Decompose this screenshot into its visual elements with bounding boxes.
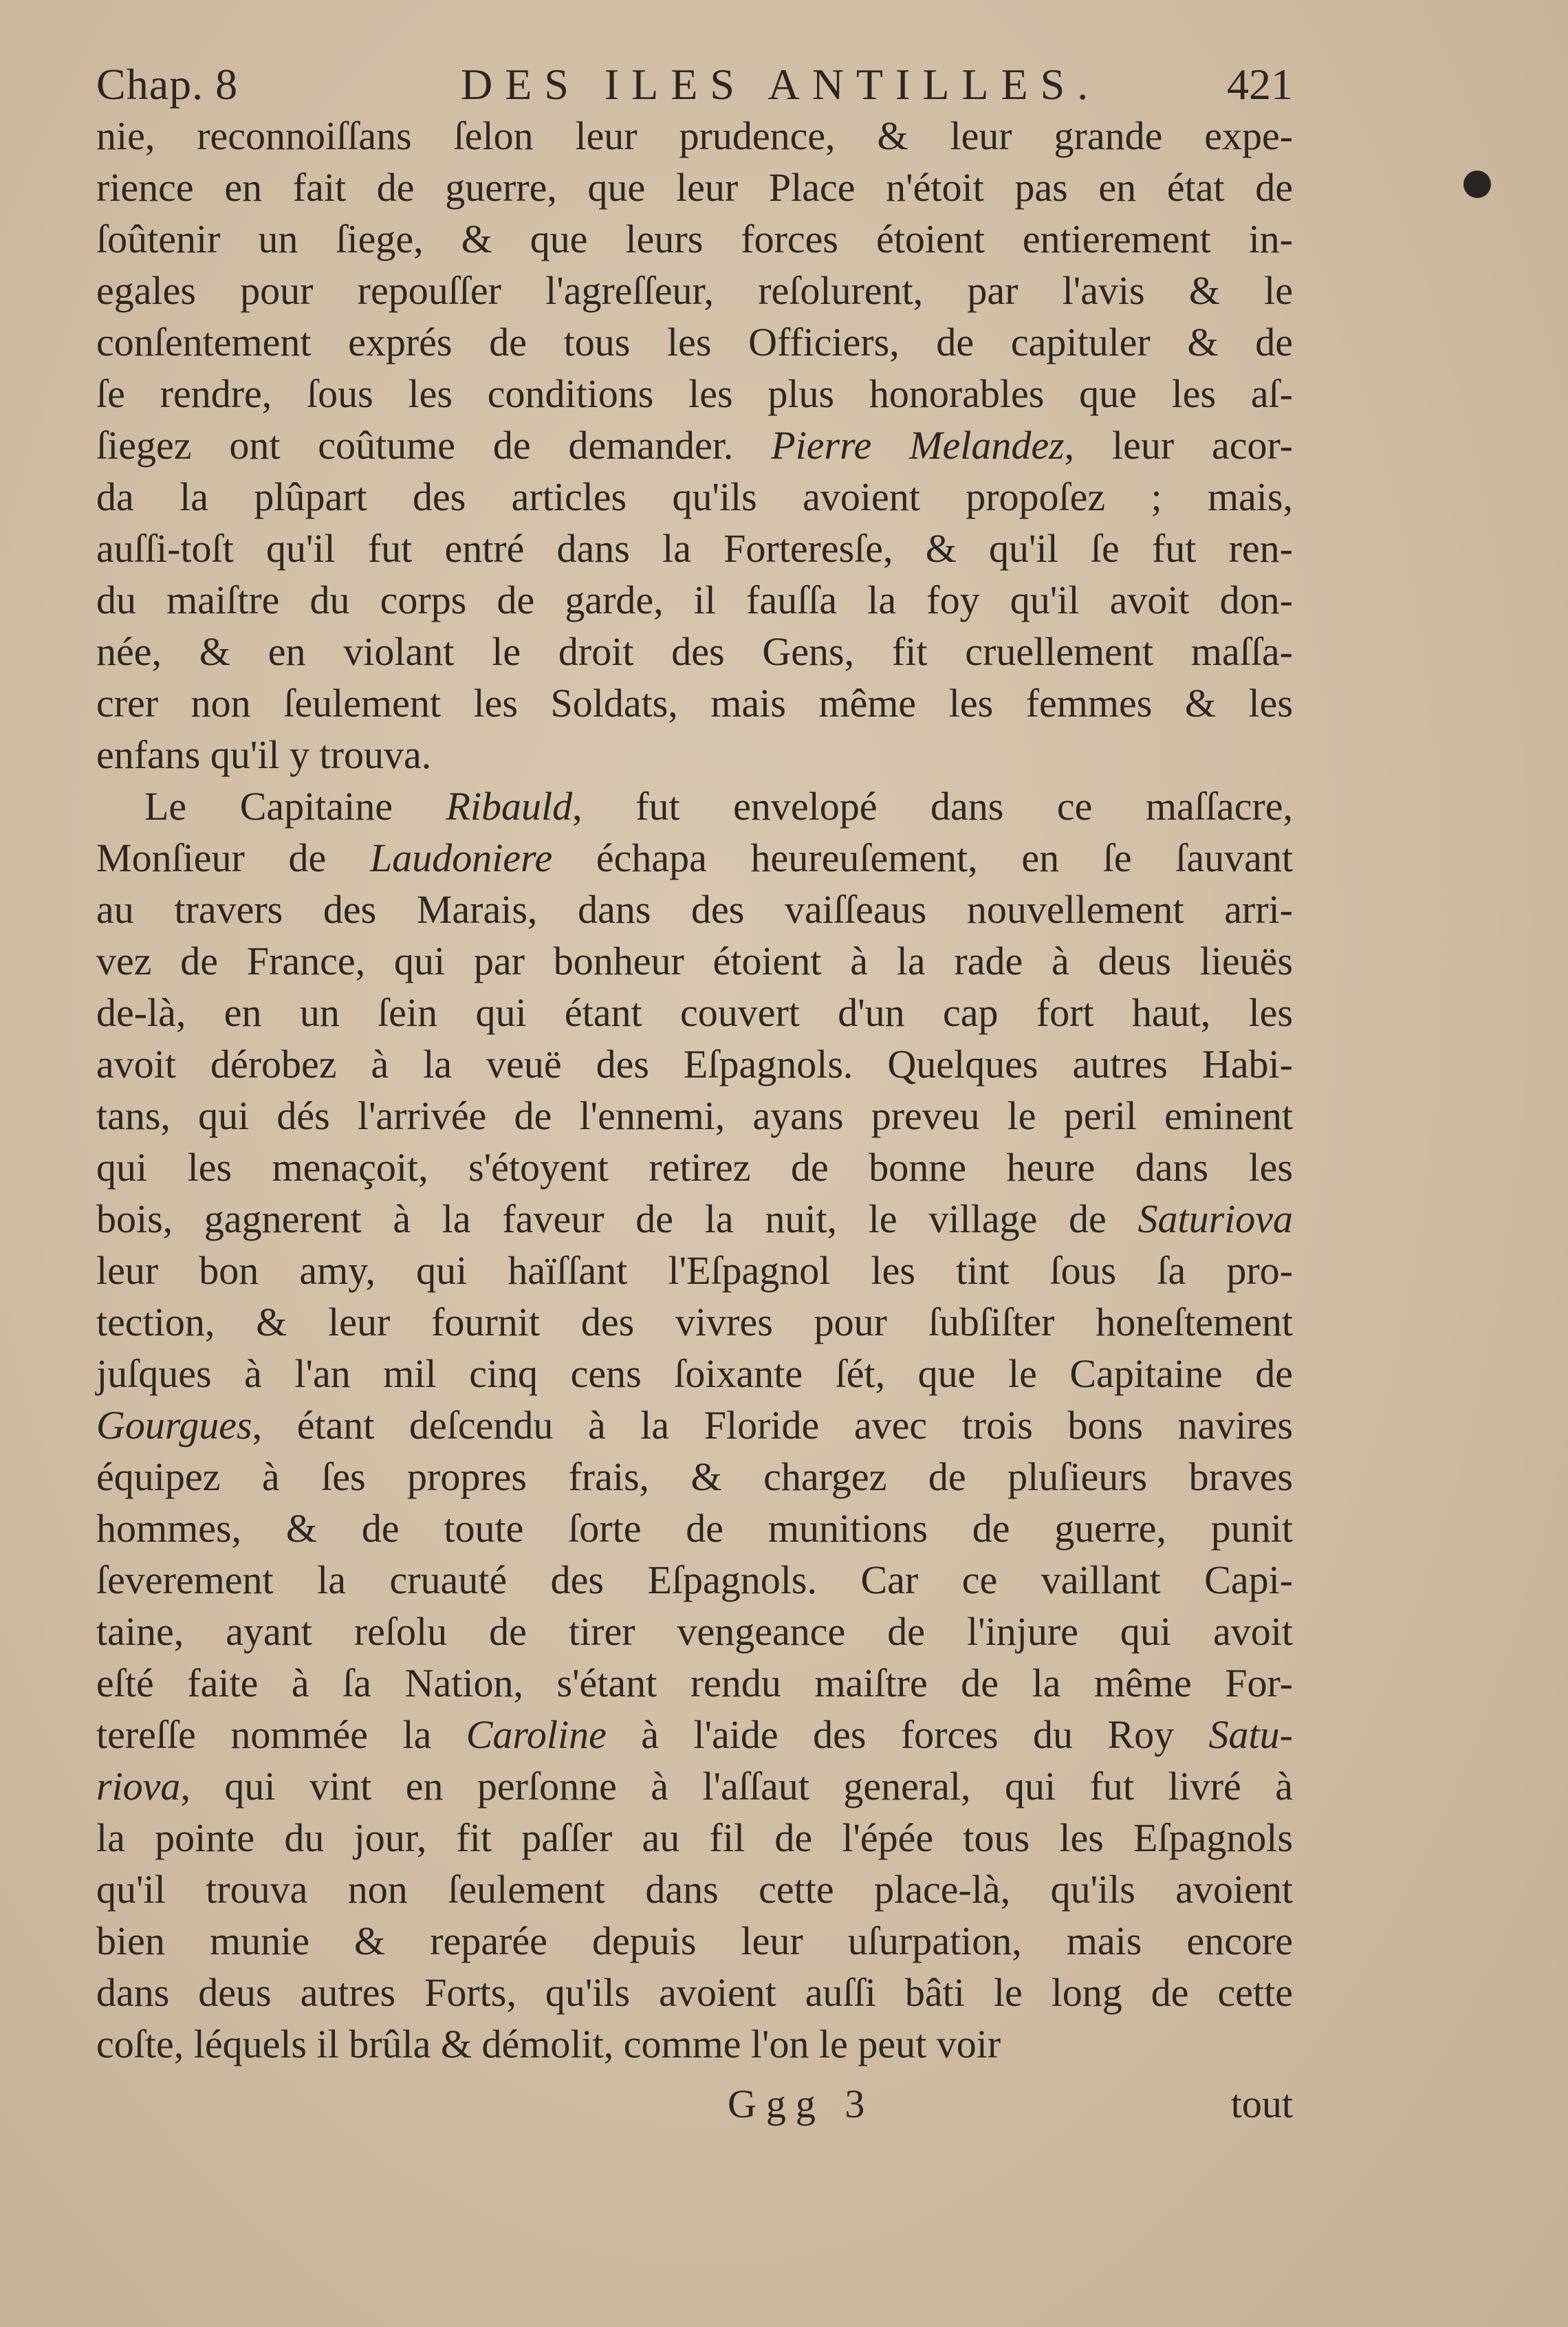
text-run: tection, & leur fournit des vivres pour ſubſiſter honeſtement [96, 1300, 1293, 1344]
text-run: crer non ſeulement les Soldats, mais même les femmes & les [96, 681, 1293, 725]
text-run: la pointe du jour, fit paſſer au fil de l'épée tous les Eſpagnols [96, 1815, 1293, 1860]
text-run: , leur acor- [1064, 423, 1293, 468]
text-run: ſeverement la cruauté des Eſpagnols. Car ce vaillant Capi- [96, 1558, 1293, 1602]
text-run: ſoûtenir un ſiege, & que leurs forces étoient entierement in- [96, 217, 1293, 261]
text-run: nie, reconnoiſſans ſelon leur prudence, & leur grande expe- [96, 113, 1293, 158]
text-line [96, 884, 1293, 935]
text-line [96, 1245, 1293, 1296]
italic-name: Caroline [466, 1712, 607, 1757]
body-text [96, 110, 1293, 2070]
italic-name: Gourgues [96, 1403, 252, 1447]
text-run: du maiſtre du corps de garde, il fauſſa la foy qu'il avoit don- [96, 578, 1293, 622]
text-run: équipez à ſes propres frais, & chargez de pluſieurs braves [96, 1454, 1293, 1499]
text-run: avoit dérobez à la veuë des Eſpagnols. Quelques autres Habi- [96, 1042, 1293, 1086]
text-run: Monſieur de [96, 835, 370, 880]
italic-name: Ribauld [446, 784, 573, 829]
chapter-label: Chap. 8 [96, 60, 239, 109]
text-run: tans, qui dés l'arrivée de l'ennemi, ayans preveu le peril eminent [96, 1093, 1293, 1138]
text-line [96, 1503, 1293, 1554]
text-line [96, 110, 1293, 162]
italic-name: riova [96, 1764, 181, 1809]
text-line [96, 1606, 1293, 1657]
text-line [96, 1709, 1293, 1760]
text-run: taine, ayant reſolu de tirer vengeance de l'injure qui avoit [96, 1609, 1293, 1654]
text-run: egales pour repouſſer l'agreſſeur, reſolurent, par l'avis & le [96, 268, 1293, 313]
text-line [96, 1090, 1293, 1141]
text-run: , fut envelopé dans ce maſſacre, [572, 784, 1293, 829]
text-run: qui les menaçoit, s'étoyent retirez de bonne heure dans les [96, 1145, 1293, 1190]
italic-name: Laudoniere [369, 835, 553, 880]
text-line [96, 368, 1293, 419]
text-run: dans deus autres Forts, qu'ils avoient auſſi bâti le long de cette [96, 1970, 1293, 2015]
text-run: de-là, en un ſein qui étant couvert d'un cap fort haut, les [96, 990, 1293, 1035]
text-line [96, 729, 1293, 780]
text-line [96, 1193, 1293, 1245]
text-run: ſe rendre, ſous les conditions les plus honorables que les aſ- [96, 371, 1293, 416]
page-number: 421 [1227, 60, 1293, 109]
running-head [96, 54, 1293, 116]
text-run: vez de France, qui par bonheur étoient à la rade à deus lieuës [96, 939, 1293, 983]
text-run: à l'aide des forces du Roy [606, 1712, 1209, 1757]
text-line [96, 832, 1293, 884]
text-line [96, 1554, 1293, 1606]
signature-mark: Ggg 3 [728, 2082, 875, 2126]
text-line [96, 626, 1293, 677]
paragraph [96, 110, 1293, 780]
text-line [96, 1141, 1293, 1193]
italic-name: Pierre Melandez [771, 423, 1065, 468]
text-line [96, 2018, 1293, 2070]
text-line [96, 987, 1293, 1038]
text-run: Le Capitaine [144, 784, 446, 829]
text-line [96, 523, 1293, 574]
text-line [96, 780, 1293, 832]
text-run: bois, gagnerent à la faveur de la nuit, le village de [96, 1197, 1138, 1241]
text-line [96, 574, 1293, 626]
text-line [96, 1915, 1293, 1967]
text-run: enfans qu'il y trouva. [96, 732, 432, 777]
text-line [96, 1657, 1293, 1709]
text-run: eſté faite à ſa Nation, s'étant rendu maiſtre de la même For- [96, 1661, 1293, 1705]
text-line [96, 265, 1293, 316]
running-title: DES ILES ANTILLES. [461, 60, 1101, 109]
text-line [96, 419, 1293, 471]
text-run: coſte, léquels il brûla & démolit, comme l'on le peut voir [96, 2022, 1001, 2066]
italic-name: Satu- [1208, 1712, 1293, 1757]
text-line [96, 1348, 1293, 1399]
text-run: ſiegez ont coûtume de demander. [96, 423, 772, 468]
text-run: conſentement exprés de tous les Officiers, de capituler & de [96, 320, 1293, 364]
catchword: tout [1230, 2082, 1293, 2126]
text-run: rience en fait de guerre, que leur Place n'étoit pas en état de [96, 165, 1293, 210]
text-run: , qui vint en perſonne à l'aſſaut general, qui fut livré à [180, 1764, 1293, 1809]
text-run: qu'il trouva non ſeulement dans cette place-là, qu'ils avoient [96, 1867, 1293, 1912]
text-line [96, 1451, 1293, 1503]
page-footer [96, 2073, 1293, 2135]
text-line [96, 213, 1293, 265]
text-line [96, 1864, 1293, 1915]
text-line [96, 1967, 1293, 2018]
ink-spot [1463, 171, 1491, 198]
text-line [96, 471, 1293, 523]
text-line [96, 1399, 1293, 1451]
text-run: hommes, & de toute ſorte de munitions de guerre, punit [96, 1506, 1293, 1551]
text-line [96, 316, 1293, 368]
text-line [96, 1038, 1293, 1090]
text-run: tereſſe nommée la [96, 1712, 466, 1757]
text-run: échapa heureuſement, en ſe ſauvant [552, 835, 1294, 880]
text-run: juſques à l'an mil cinq cens ſoixante ſét, que le Capitaine de [96, 1351, 1293, 1396]
text-line [96, 1812, 1293, 1864]
text-line [96, 935, 1293, 987]
text-line [96, 1760, 1293, 1812]
text-line [96, 1296, 1293, 1348]
text-run: auſſi-toſt qu'il fut entré dans la Forteresſe, & qu'il ſe fut ren- [96, 526, 1293, 571]
text-run: , étant deſcendu à la Floride avec trois bons navires [252, 1403, 1293, 1447]
text-run: au travers des Marais, dans des vaiſſeaus nouvellement arri- [96, 887, 1293, 932]
text-run: leur bon amy, qui haïſſant l'Eſpagnol les tint ſous ſa pro- [96, 1248, 1293, 1293]
text-run: da la plûpart des articles qu'ils avoient propoſez ; mais, [96, 474, 1293, 519]
text-run: née, & en violant le droit des Gens, fit cruellement maſſa- [96, 629, 1293, 674]
text-run: bien munie & reparée depuis leur uſurpation, mais encore [96, 1919, 1293, 1963]
text-line [96, 677, 1293, 729]
text-line [96, 162, 1293, 213]
paragraph [96, 780, 1293, 2070]
italic-name: Saturiova [1137, 1197, 1293, 1241]
